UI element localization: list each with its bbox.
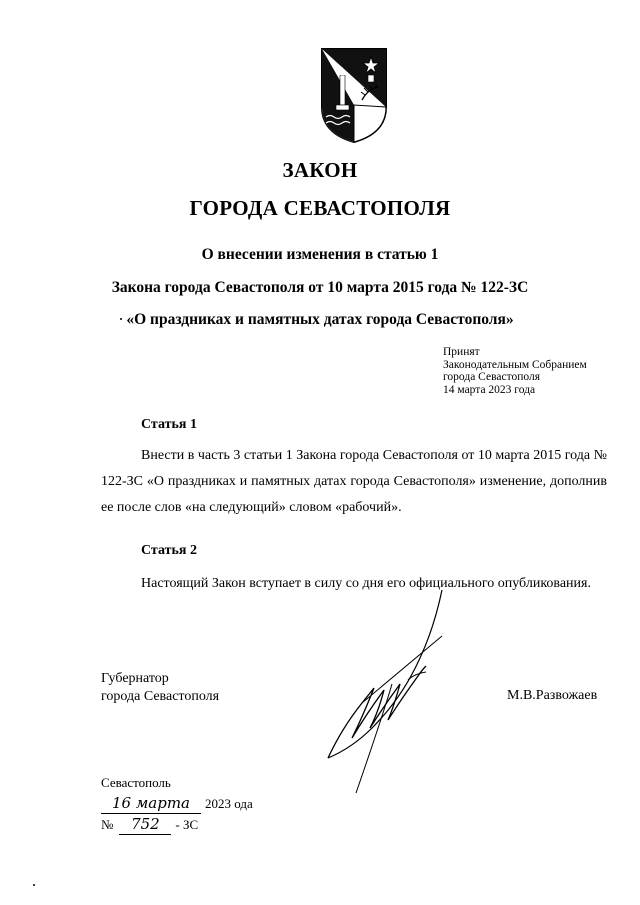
governor-name: М.В.Развожаев <box>507 688 598 703</box>
footer-number-row <box>101 814 253 835</box>
adoption-line-2: Законодательным Собранием <box>443 358 587 371</box>
law-issuer: ГОРОДА СЕВАСТОПОЛЯ <box>189 196 451 220</box>
article-2-text: Настоящий Закон вступает в силу со дня его официального опубликования. <box>141 576 591 591</box>
sevastopol-coat-of-arms-icon <box>318 45 390 145</box>
footer-number-suffix: - ЗС <box>175 817 199 832</box>
governor-title-line-1: Губернатор <box>101 671 169 686</box>
handwritten-date: 16 марта <box>101 793 201 814</box>
article-1-text: Внести в часть 3 статьи 1 Закона города Севастополя от 10 марта 2015 года № 122-ЗС «О праздниках и памятных датах города Севастополя» изменение, дополнив ее после слов «на следующий» словом «рабочий». <box>101 448 607 515</box>
adoption-block <box>443 346 587 396</box>
law-subject-line-2: Закона города Севастополя от 10 марта 2015 года № 122-ЗС <box>111 279 529 296</box>
adoption-line-1: Принят <box>443 346 480 358</box>
footer-date-row <box>101 793 253 814</box>
governor-title <box>101 670 219 706</box>
law-title: ЗАКОН <box>282 158 358 182</box>
governor-title-line-2: города Севастополя <box>101 689 220 704</box>
law-subject-line-1: О внесении изменения в статью 1 <box>201 246 439 263</box>
handwritten-number: 752 <box>119 814 171 835</box>
footer-city: Севастополь <box>101 775 171 790</box>
article-2-heading: Статья 2 <box>141 543 197 558</box>
footer-number-sign: № <box>101 817 114 832</box>
document-footer <box>101 773 253 835</box>
adoption-date: 14 марта 2023 года <box>443 383 536 396</box>
law-subject-line-3: «О праздниках и памятных датах города Севастополя» <box>126 311 514 328</box>
scan-speck <box>33 884 35 886</box>
scan-speck <box>120 318 122 320</box>
adoption-line-3: города Севастополя <box>443 371 540 383</box>
article-1-heading: Статья 1 <box>141 417 197 432</box>
footer-date-year: 2023 ода <box>205 796 253 811</box>
handwritten-signature <box>322 588 452 798</box>
